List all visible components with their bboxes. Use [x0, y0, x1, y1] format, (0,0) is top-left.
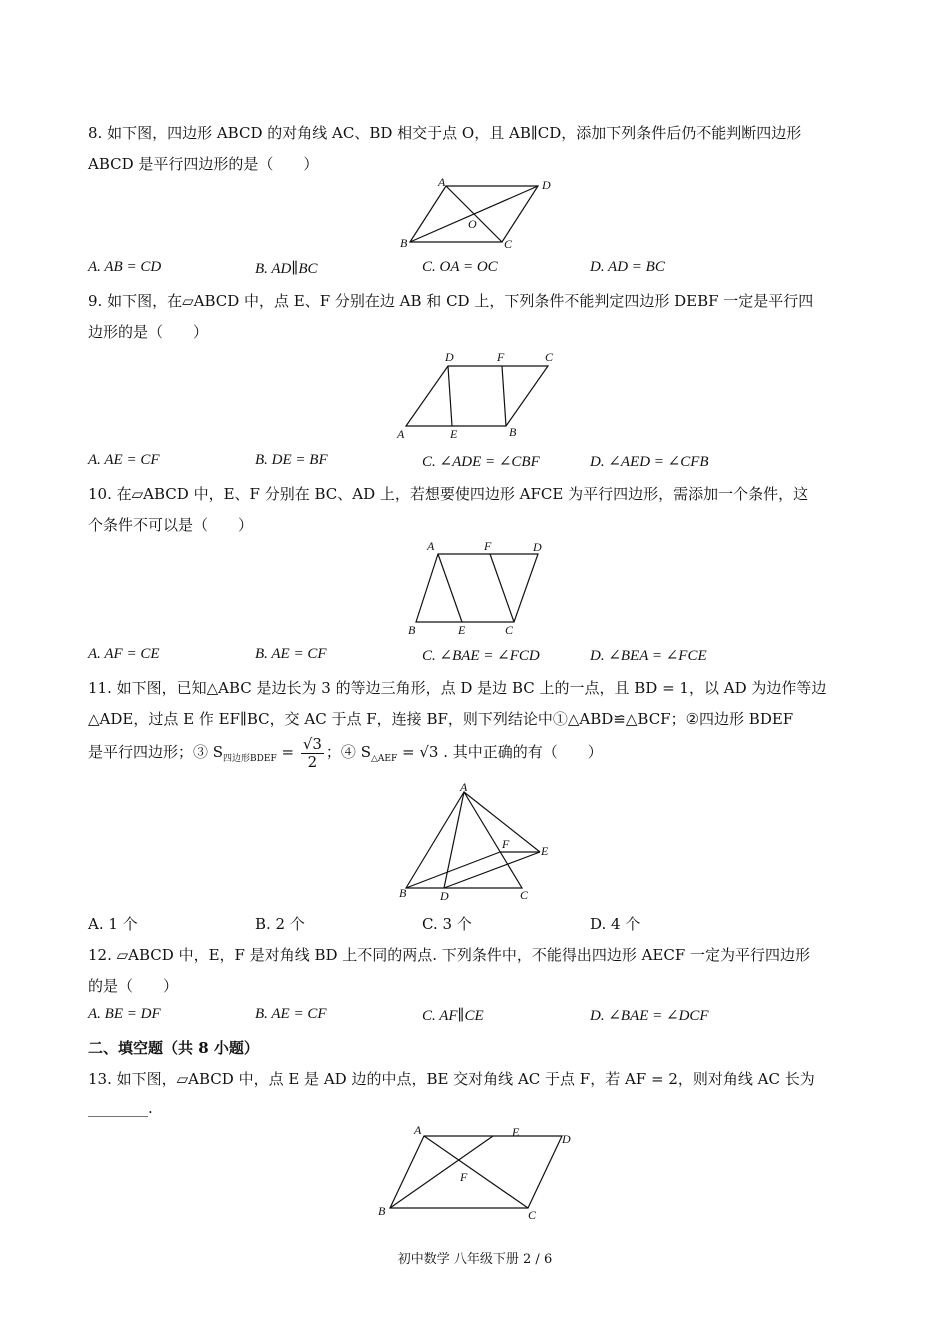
q11-segment-bf — [406, 852, 500, 888]
q10-parallelogram — [416, 554, 538, 622]
q10-option-d[interactable]: D. ∠BEA = ∠FCE — [590, 648, 707, 664]
q12-stem-line1: 12. ▱ABCD 中，E，F 是对角线 BD 上不同的两点. 下列条件中，不能得出四边形 AECF 一定为平行四边形 — [88, 946, 811, 964]
q10-option-c[interactable]: C. ∠BAE = ∠FCD — [422, 648, 540, 664]
q11-sub-bdef: 四边形BDEF — [223, 754, 277, 764]
q8-label-o: O — [468, 217, 477, 231]
q10-label-d: D — [533, 540, 542, 554]
q11-fraction — [301, 736, 324, 770]
q9-label-f: F — [497, 350, 505, 364]
q10-label-b: B — [408, 623, 416, 636]
q13-label-c: C — [528, 1208, 537, 1222]
q12-option-c[interactable]: C. AF∥CE — [422, 1008, 484, 1024]
q12-stem-line2: 的是（ ） — [88, 977, 179, 995]
q13-segment-be — [390, 1136, 493, 1208]
q10-label-a: A — [427, 539, 435, 553]
q11-eq: = — [276, 743, 299, 761]
q11-option-b[interactable]: B. 2 个 — [255, 915, 305, 933]
q9-label-b: B — [509, 425, 517, 439]
q10-segment-fc — [490, 554, 514, 622]
q11-stem-line3-b: ；④ S — [325, 743, 371, 761]
q12-option-b[interactable]: B. AE = CF — [255, 1006, 327, 1022]
q11-stem-line3 — [88, 736, 603, 770]
q11-label-d: D — [440, 889, 449, 902]
q11-stem-line3-c: = √3 . 其中正确的有（ ） — [397, 743, 603, 761]
q11-label-e: E — [541, 844, 549, 858]
q9-segment-de — [448, 366, 452, 426]
q11-figure — [396, 782, 556, 902]
q11-label-f: F — [502, 837, 510, 851]
q11-option-a[interactable]: A. 1 个 — [88, 915, 138, 933]
q9-label-d: D — [445, 350, 454, 364]
q13-stem-line2[interactable]: ________. — [88, 1099, 153, 1117]
q11-stem-line3-a: 是平行四边形；③ S — [88, 743, 224, 761]
q9-label-a: A — [397, 427, 405, 441]
q8-stem-line2: ABCD 是平行四边形的是（ ） — [88, 155, 319, 173]
q12-option-d[interactable]: D. ∠BAE = ∠DCF — [590, 1008, 709, 1024]
q8-diagonal-bd — [410, 186, 538, 242]
q11-option-c[interactable]: C. 3 个 — [422, 915, 472, 933]
q10-label-f: F — [484, 539, 492, 553]
q8-option-a[interactable]: A. AB = CD — [88, 259, 162, 275]
q9-option-c[interactable]: C. ∠ADE = ∠CBF — [422, 454, 540, 470]
q11-option-d[interactable]: D. 4 个 — [590, 915, 641, 933]
q8-label-d: D — [542, 178, 551, 192]
q8-figure — [398, 176, 558, 252]
q10-figure — [402, 538, 552, 636]
q13-stem-line1: 13. 如下图，▱ABCD 中，点 E 是 AD 边的中点，BE 交对角线 AC 于点 F，若 AF = 2，则对角线 AC 长为 — [88, 1070, 815, 1088]
q13-label-e: E — [512, 1125, 520, 1139]
q10-label-e: E — [458, 623, 466, 636]
q13-diagonal-ac — [424, 1136, 528, 1208]
q9-option-a[interactable]: A. AE = CF — [88, 452, 160, 468]
q8-option-c[interactable]: C. OA = OC — [422, 259, 498, 275]
q11-label-c: C — [520, 888, 529, 902]
q9-label-c: C — [545, 350, 554, 364]
q11-frac-den: 2 — [307, 752, 318, 771]
q9-option-d[interactable]: D. ∠AED = ∠CFB — [590, 454, 709, 470]
q9-label-e: E — [450, 427, 458, 441]
q8-label-b: B — [400, 236, 408, 250]
q11-sub-aef: △AEF — [370, 754, 398, 764]
q13-label-d: D — [562, 1132, 571, 1146]
q10-stem-line1: 10. 在▱ABCD 中，E、F 分别在 BC、AD 上，若想要使四边形 AFCE 为平行四边形，需添加一个条件，这 — [88, 485, 809, 503]
q13-figure — [374, 1122, 584, 1224]
q8-stem-line1: 8. 如下图，四边形 ABCD 的对角线 AC、BD 相交于点 O，且 AB∥CD，添加下列条件后仍不能判断四边形 — [88, 124, 802, 142]
q9-option-b[interactable]: B. DE = BF — [255, 452, 328, 468]
q11-stem-line2: △ADE，过点 E 作 EF∥BC，交 AC 于点 F，连接 BF，则下列结论中①△ABD≌△BCF；②四边形 BDEF — [88, 710, 794, 728]
q10-stem-line2: 个条件不可以是（ ） — [88, 516, 254, 534]
q8-option-d[interactable]: D. AD = BC — [590, 259, 665, 275]
q8-option-b[interactable]: B. AD∥BC — [255, 261, 318, 277]
q11-segment-de — [444, 852, 540, 888]
q13-label-b: B — [378, 1204, 386, 1218]
q8-label-a: A — [438, 176, 446, 189]
q10-option-b[interactable]: B. AE = CF — [255, 646, 327, 662]
page-footer: 初中数学 八年级下册 2 / 6 — [397, 1252, 553, 1267]
q9-stem-line2: 边形的是（ ） — [88, 323, 209, 341]
q11-label-b: B — [399, 886, 407, 900]
q10-option-a[interactable]: A. AF = CE — [88, 646, 160, 662]
section-title-fill-blank: 二、填空题（共 8 小题） — [88, 1039, 259, 1057]
q9-parallelogram — [406, 366, 548, 426]
q11-segment-ad — [444, 792, 464, 888]
q13-label-a: A — [414, 1123, 422, 1137]
q10-segment-ae — [438, 554, 462, 622]
q13-label-f: F — [460, 1170, 468, 1184]
q9-segment-fb — [502, 366, 506, 426]
q11-frac-num: √3 — [302, 735, 322, 753]
q10-label-c: C — [505, 623, 514, 636]
q11-stem-line1: 11. 如下图，已知△ABC 是边长为 3 的等边三角形，点 D 是边 BC 上的一点，且 BD = 1，以 AD 为边作等边 — [88, 679, 827, 697]
q11-label-a: A — [460, 782, 468, 794]
q9-figure — [394, 346, 564, 442]
q8-label-c: C — [504, 237, 513, 251]
q12-option-a[interactable]: A. BE = DF — [88, 1006, 161, 1022]
q9-stem-line1: 9. 如下图，在▱ABCD 中，点 E、F 分别在边 AB 和 CD 上，下列条件不能判定四边形 DEBF 一定是平行四 — [88, 292, 814, 310]
